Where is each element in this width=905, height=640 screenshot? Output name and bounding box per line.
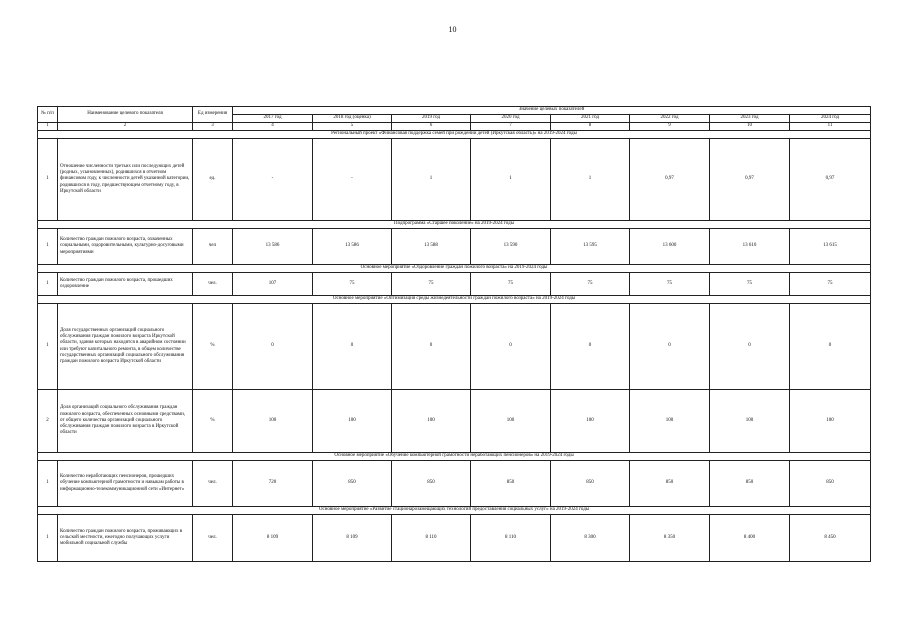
value-cell: 850 (471, 461, 551, 507)
value-cell: 100 (630, 390, 710, 453)
unit-cell: % (193, 304, 233, 390)
row-number: 1 (38, 273, 58, 296)
unit-cell: чел. (193, 515, 233, 562)
col-number: 8 (551, 123, 630, 131)
value-cell: 107 (233, 273, 313, 296)
targets-table (37, 106, 871, 562)
value-cell: 850 (790, 461, 871, 507)
value-cell: 100 (233, 390, 313, 453)
value-cell: 720 (233, 461, 313, 507)
col-number: 9 (630, 123, 710, 131)
col-number: 2 (58, 123, 193, 131)
value-cell: 8 109 (313, 515, 392, 562)
value-cell: 100 (392, 390, 471, 453)
value-cell: 100 (790, 390, 871, 453)
header-year: 2022 год (630, 115, 710, 123)
header-year: 2021 год (551, 115, 630, 123)
value-cell: 0,97 (710, 139, 790, 221)
row-number: 1 (38, 461, 58, 507)
indicator-name: Количество неработающих пенсионеров, прошедших обучение компьютерной грамотности и навыкам работы в информационно-телекоммуникационной сети «Интернет» (58, 461, 193, 507)
value-cell: 13 610 (710, 229, 790, 265)
section-title: Основное мероприятие «Развитие стационарозамещающих технологий предоставления социальных услуг» на 2019-2024 годы (38, 507, 871, 515)
header-num: № п/п (38, 107, 58, 123)
indicator-name: Количество граждан пожилого возраста, проживающих в сельской местности, ежегодно получающих услуги мобильной социальной службы (58, 515, 193, 562)
page-number: 10 (448, 25, 457, 34)
value-cell: 0,97 (630, 139, 710, 221)
value-cell: 0 (710, 304, 790, 390)
value-cell: 0 (233, 304, 313, 390)
value-cell: 0 (551, 304, 630, 390)
col-number: 1 (38, 123, 58, 131)
value-cell: 0,97 (790, 139, 871, 221)
unit-cell: чел. (193, 273, 233, 296)
value-cell: 75 (471, 273, 551, 296)
value-cell: 8 450 (790, 515, 871, 562)
value-cell: 13 588 (392, 229, 471, 265)
header-unit: Ед измерения (193, 107, 233, 123)
value-cell: 13 615 (790, 229, 871, 265)
indicator-name: Количество граждан пожилого возраста, прошедших оздоровление (58, 273, 193, 296)
table-row (38, 515, 871, 562)
value-cell: 0 (471, 304, 551, 390)
indicator-name: Количество граждан пожилого возраста, охваченных социальными, оздоровительными, культурно-досуговыми мероприятиями (58, 229, 193, 265)
value-cell: 75 (790, 273, 871, 296)
col-number: 3 (193, 123, 233, 131)
indicator-name: Доля организаций социального обслуживания граждан пожилого возраста, обеспеченных основными средствами, от общего количества организаций социального обслуживания граждан пожилого возраста в Иркутской области (58, 390, 193, 453)
value-cell: 13 595 (551, 229, 630, 265)
header-year: 2019 год (392, 115, 471, 123)
section-title: Основное мероприятие «Оптимизация среды жизнедеятельности граждан пожилого возраста» на 2019-2024 годы (38, 296, 871, 304)
unit-cell: чел (193, 229, 233, 265)
value-cell: 1 (392, 139, 471, 221)
value-cell: - (233, 139, 313, 221)
col-number: 5 (313, 123, 392, 131)
value-cell: 75 (551, 273, 630, 296)
value-cell: 100 (313, 390, 392, 453)
value-cell: 1 (471, 139, 551, 221)
section-title: Региональный проект «Финансовая поддержка семей при рождении детей (Иркутская область)» на 2019-2024 годы (38, 131, 871, 139)
row-number: 1 (38, 139, 58, 221)
value-cell: 8 350 (630, 515, 710, 562)
table-row (38, 273, 871, 296)
value-cell: 75 (630, 273, 710, 296)
value-cell: 8 110 (471, 515, 551, 562)
value-cell: 13 600 (630, 229, 710, 265)
value-cell: 8 109 (233, 515, 313, 562)
table-row (38, 390, 871, 453)
value-cell: 100 (471, 390, 551, 453)
table-row (38, 229, 871, 265)
section-title: Подпрограмма «Старшее поколение» на 2019-2024 годы (38, 221, 871, 229)
column-number-row (38, 123, 871, 131)
value-cell: 100 (551, 390, 630, 453)
header-name: Наименование целевого показателя (58, 107, 193, 123)
value-cell: 13 586 (233, 229, 313, 265)
row-number: 1 (38, 229, 58, 265)
value-cell: 8 400 (710, 515, 790, 562)
row-number: 1 (38, 515, 58, 562)
value-cell: 850 (551, 461, 630, 507)
value-cell: 0 (392, 304, 471, 390)
row-number: 1 (38, 304, 58, 390)
value-cell: 1 (551, 139, 630, 221)
value-cell: 8 110 (392, 515, 471, 562)
value-cell: 75 (313, 273, 392, 296)
value-cell: 850 (630, 461, 710, 507)
header-year: 2020 год (471, 115, 551, 123)
table-row (38, 139, 871, 221)
col-number: 4 (233, 123, 313, 131)
unit-cell: % (193, 390, 233, 453)
value-cell: 13 590 (471, 229, 551, 265)
value-cell: 8 300 (551, 515, 630, 562)
value-cell: 75 (710, 273, 790, 296)
header-year: 2023 год (710, 115, 790, 123)
value-cell: 850 (313, 461, 392, 507)
col-number: 10 (710, 123, 790, 131)
row-number: 2 (38, 390, 58, 453)
col-number: 11 (790, 123, 871, 131)
indicator-name: Доля государственных организаций социального обслуживания граждан пожилого возраста Иркутской области, здания которых находятся в аварийном состоянии или требуют капитального ремонта, в общем количестве государственных организаций социального обслуживания граждан пожилого возраста Иркутской области (58, 304, 193, 390)
value-cell: 0 (790, 304, 871, 390)
table-row (38, 461, 871, 507)
value-cell: 850 (710, 461, 790, 507)
table-row (38, 304, 871, 390)
header-year: 2017 год (233, 115, 313, 123)
col-number: 6 (392, 123, 471, 131)
unit-cell: чел. (193, 461, 233, 507)
value-cell: 13 586 (313, 229, 392, 265)
indicator-name: Отношение численности третьих или последующих детей (родных, усыновленных), родившихся в отчетном финансовом году, к численности детей указанной категории, родившихся в году, предшествующем отчетному году, в Иркутской области (58, 139, 193, 221)
col-number: 7 (471, 123, 551, 131)
section-title: Основное мероприятие «Обучение компьютерной грамотности неработающих пенсионеров» на 2019-2024 годы (38, 453, 871, 461)
value-cell: 75 (392, 273, 471, 296)
section-title: Основное мероприятие «Оздоровление граждан пожилого возраста» на 2019-2024 годы (38, 265, 871, 273)
header-values-group: Значение целевых показателей (233, 107, 871, 115)
value-cell: 850 (392, 461, 471, 507)
header-year: 2018 год (оценка) (313, 115, 392, 123)
value-cell: 0 (630, 304, 710, 390)
value-cell: 0 (313, 304, 392, 390)
value-cell: 100 (710, 390, 790, 453)
value-cell: - (313, 139, 392, 221)
header-year: 2024 год (790, 115, 871, 123)
unit-cell: ед. (193, 139, 233, 221)
